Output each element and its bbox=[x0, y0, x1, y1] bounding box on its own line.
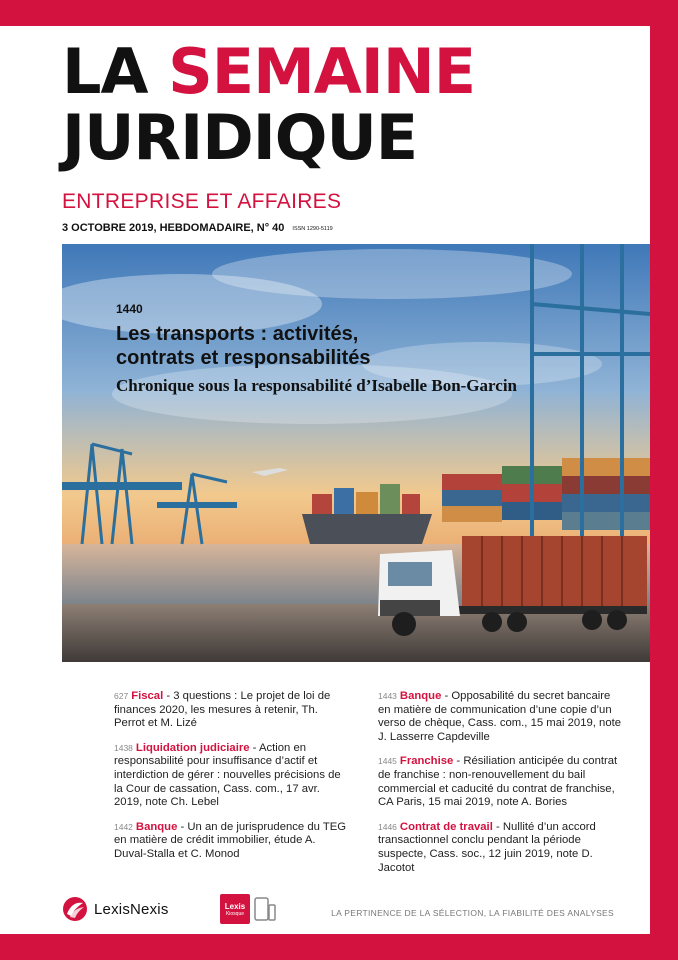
entry-heading: Franchise bbox=[399, 755, 454, 768]
summary-entry bbox=[114, 742, 348, 810]
footer-tagline: LA PERTINENCE DE LA SÉLECTION, LA FIABILITÉ DES ANALYSES bbox=[331, 908, 614, 918]
devices-icon bbox=[254, 896, 276, 922]
summary-entry bbox=[378, 690, 622, 744]
entry-number: 1442 bbox=[114, 821, 133, 832]
masthead-semaine: SEMAINE bbox=[168, 35, 476, 108]
right-red-band bbox=[650, 0, 678, 960]
kiosque-bottom-label: Kiosque bbox=[225, 910, 245, 917]
cover-chronique: Chronique sous la responsabilité d’Isabelle Bon-Garcin bbox=[116, 376, 517, 395]
cover-title-line-1: Les transports : activités, bbox=[116, 323, 359, 345]
kiosque-top-label: Lexis bbox=[224, 901, 246, 911]
entry-heading: Banque bbox=[399, 690, 442, 702]
entry-heading: Fiscal bbox=[131, 690, 164, 702]
entry-text: - Un an de jurisprudence du TEG en matière de crédit immobilier, étude A. Duval-Stalla et C. Monod bbox=[114, 820, 347, 860]
summary-entry bbox=[378, 821, 622, 875]
summary-entry bbox=[114, 821, 348, 862]
entry-number: 1438 bbox=[114, 742, 133, 753]
entry-heading: Liquidation judiciaire bbox=[135, 741, 250, 754]
lexisnexis-logo[interactable] bbox=[62, 896, 169, 922]
summary-entry bbox=[378, 755, 622, 809]
top-red-band bbox=[0, 0, 678, 26]
cover-title-line-2: contrats et responsabilités bbox=[116, 347, 371, 369]
masthead bbox=[62, 35, 476, 174]
entry-text: - Nullité d’un accord transactionnel conclu pendant la période suspecte, Cass. soc., 12 juin 2019, note D. Jacotot bbox=[378, 820, 596, 874]
masthead-juridique: JURIDIQUE bbox=[62, 101, 418, 174]
issue-date: 3 OCTOBRE 2019, HEBDOMADAIRE, N° 40 bbox=[62, 222, 285, 234]
cover-title bbox=[116, 322, 476, 370]
lexisnexis-emblem-icon bbox=[62, 896, 88, 922]
publication-subtitle: ENTREPRISE ET AFFAIRES bbox=[62, 190, 342, 213]
issue-info bbox=[62, 222, 333, 234]
lexisnexis-wordmark: LexisNexis bbox=[94, 900, 169, 918]
bottom-red-band bbox=[0, 934, 678, 960]
masthead-la: LA bbox=[62, 35, 169, 108]
lexis-kiosque-badge[interactable] bbox=[220, 894, 250, 924]
entry-number: 1445 bbox=[378, 756, 397, 767]
entry-text: - Action en responsabilité pour insuffisance d’actif et interdiction de gérer : nouvelles précisions de la Cour de cassation, Cass. com., 17 avr. 2019, note Ch. Lebel bbox=[114, 741, 341, 809]
issn: ISSN 1290-5119 bbox=[292, 226, 333, 232]
entry-heading: Contrat de travail bbox=[399, 820, 493, 833]
entry-number: 1446 bbox=[378, 821, 397, 832]
summary-left-column bbox=[114, 690, 348, 873]
entry-number: 627 bbox=[114, 691, 129, 701]
cover-headline-block bbox=[116, 302, 517, 396]
summary-entry bbox=[114, 690, 348, 731]
summary-right-column bbox=[378, 690, 622, 886]
footer bbox=[62, 892, 622, 928]
entry-text: - 3 questions : Le projet de loi de finances 2020, les mesures à retenir, Th. Perrot et M. Lizé bbox=[114, 690, 331, 730]
entry-text: - Résiliation anticipée du contrat de franchise : non-renouvellement du bail commercial et caducité du contrat de franchise, CA Paris, 15 mai 2019, note A. Bories bbox=[378, 755, 618, 809]
entry-number: 1443 bbox=[378, 691, 397, 701]
cover-article-number: 1440 bbox=[116, 302, 143, 316]
entry-heading: Banque bbox=[135, 820, 178, 833]
masthead-line-1 bbox=[62, 35, 476, 108]
entry-text: - Opposabilité du secret bancaire en matière de communication d’une copie d’un verso de chèque, Cass. com., 15 mai 2019, note J. Lasserre Capdeville bbox=[378, 690, 622, 743]
